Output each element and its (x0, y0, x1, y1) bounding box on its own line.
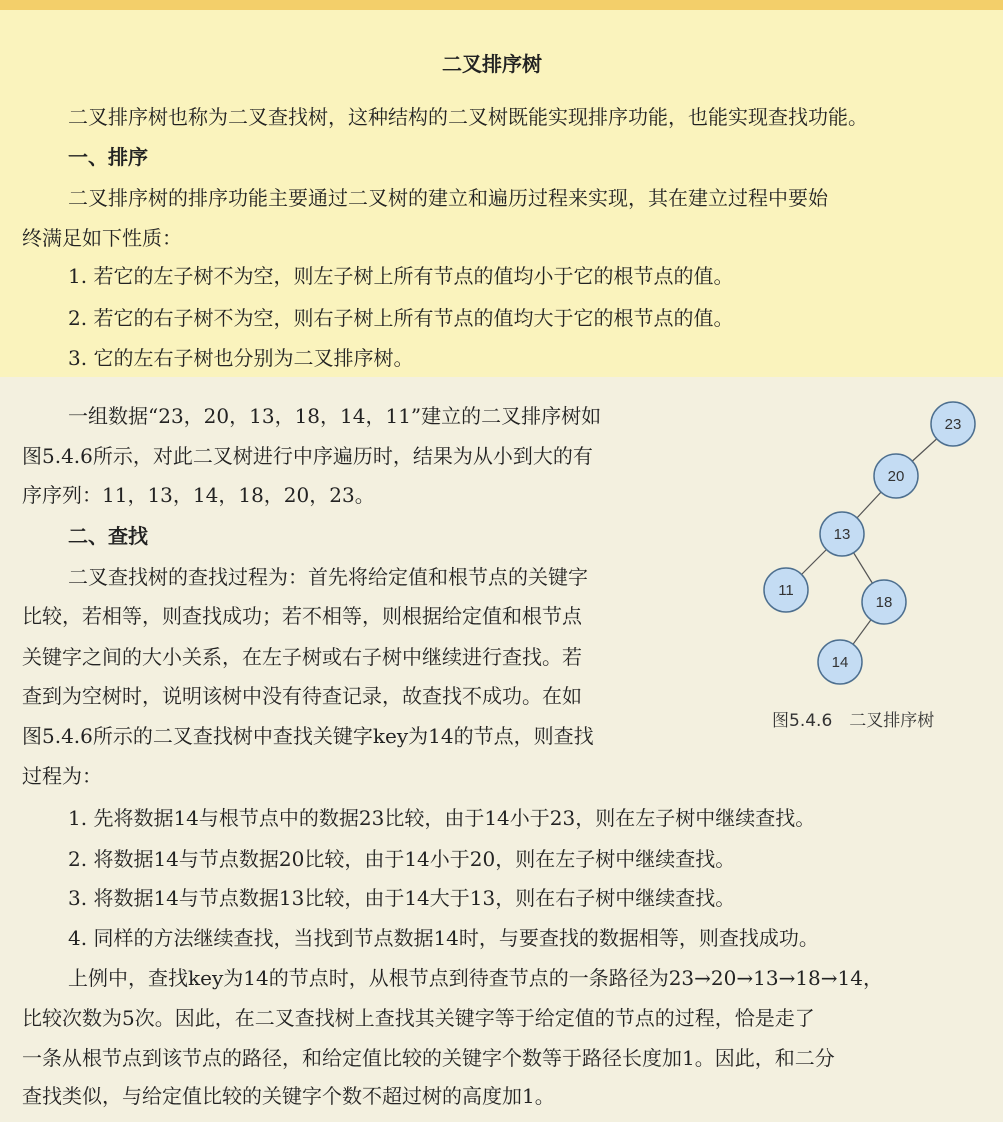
section-heading-sort: 一、排序 (68, 145, 148, 169)
search-paragraph-line: 比较，若相等，则查找成功；若不相等，则根据给定值和根节点 (22, 604, 582, 628)
conclusion-line: 比较次数为5次。因此，在二叉查找树上查找其关键字等于给定值的节点的过程，恰是走了 (22, 1006, 815, 1030)
tree-node-label: 11 (778, 582, 794, 599)
search-step: 3. 将数据14与节点数据13比较，由于14大于13，则在右子树中继续查找。 (68, 886, 736, 910)
intro-paragraph: 二叉排序树也称为二叉查找树，这种结构的二叉树既能实现排序功能，也能实现查找功能。 (68, 105, 868, 129)
search-step: 4. 同样的方法继续查找，当找到节点数据14时，与要查找的数据相等，则查找成功。 (68, 926, 819, 950)
property-item: 1. 若它的左子树不为空，则左子树上所有节点的值均小于它的根节点的值。 (68, 264, 734, 288)
tree-node-label: 23 (944, 416, 962, 433)
property-item: 2. 若它的右子树不为空，则右子树上所有节点的值均大于它的根节点的值。 (68, 306, 734, 330)
search-paragraph-line: 过程为： (22, 764, 102, 788)
tree-node-label: 14 (831, 654, 849, 671)
figure-caption: 图5.4.6 二叉排序树 (772, 711, 935, 731)
conclusion-line: 上例中，查找key为14的节点时，从根节点到待查节点的一条路径为23→20→13→18→14， (68, 966, 883, 990)
tree-edges (786, 424, 953, 662)
search-step: 2. 将数据14与节点数据20比较，由于14小于20，则在左子树中继续查找。 (68, 847, 736, 871)
binary-tree-figure (750, 390, 990, 700)
section-heading-search: 二、查找 (68, 524, 148, 548)
sort-paragraph-line: 二叉排序树的排序功能主要通过二叉树的建立和遍历过程来实现，其在建立过程中要始 (68, 186, 828, 210)
search-paragraph-line: 图5.4.6所示的二叉查找树中查找关键字key为14的节点，则查找 (22, 724, 594, 748)
example-line: 图5.4.6所示，对此二叉树进行中序遍历时，结果为从小到大的有 (22, 444, 593, 468)
example-line: 序序列：11，13，14，18，20，23。 (22, 483, 375, 507)
sort-paragraph-line: 终满足如下性质： (22, 226, 182, 250)
conclusion-line: 查找类似，与给定值比较的关键字个数不超过树的高度加1。 (22, 1084, 555, 1108)
conclusion-line: 一条从根节点到该节点的路径，和给定值比较的关键字个数等于路径长度加1。因此，和二分 (22, 1046, 835, 1070)
page-title: 二叉排序树 (442, 52, 542, 76)
tree-node-label: 13 (833, 526, 851, 543)
property-item: 3. 它的左右子树也分别为二叉排序树。 (68, 346, 414, 370)
search-paragraph-line: 关键字之间的大小关系，在左子树或右子树中继续进行查找。若 (22, 645, 582, 669)
search-paragraph-line: 二叉查找树的查找过程为：首先将给定值和根节点的关键字 (68, 565, 588, 589)
tree-node-label: 18 (875, 594, 893, 611)
tree-node-label: 20 (887, 468, 905, 485)
search-paragraph-line: 查到为空树时，说明该树中没有待查记录，故查找不成功。在如 (22, 684, 582, 708)
tree-nodes (764, 402, 975, 684)
search-step: 1. 先将数据14与根节点中的数据23比较，由于14小于23，则在左子树中继续查找。 (68, 806, 816, 830)
example-line: 一组数据“23，20，13，18，14，11”建立的二叉排序树如 (68, 404, 602, 428)
